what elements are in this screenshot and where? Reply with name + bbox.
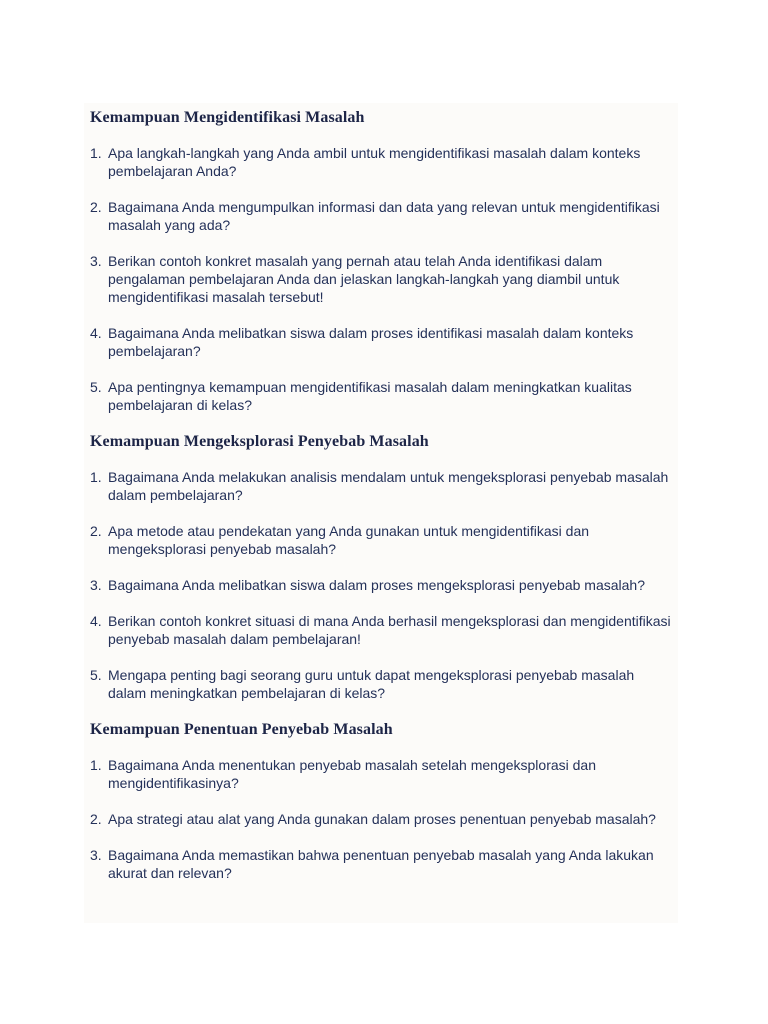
section-explore-causes <box>90 432 680 702</box>
question-list <box>90 468 680 702</box>
item-number: 1. <box>90 469 102 485</box>
item-text: Bagaimana Anda mengumpulkan informasi dan data yang relevan untuk mengidentifikasi masalah yang ada? <box>108 199 660 233</box>
item-number: 3. <box>90 577 102 593</box>
document-content <box>90 108 680 900</box>
list-item <box>90 252 680 306</box>
item-text: Bagaimana Anda melibatkan siswa dalam proses identifikasi masalah dalam konteks pembelajaran? <box>108 325 634 359</box>
item-text: Bagaimana Anda memastikan bahwa penentuan penyebab masalah yang Anda lakukan akurat dan relevan? <box>108 847 654 881</box>
item-text: Mengapa penting bagi seorang guru untuk dapat mengeksplorasi penyebab masalah dalam meningkatkan pembelajaran di kelas? <box>108 667 635 701</box>
section-title: Kemampuan Mengeksplorasi Penyebab Masalah <box>90 433 429 450</box>
section-determine-causes <box>90 720 680 882</box>
list-item <box>90 612 680 648</box>
item-text: Bagaimana Anda melakukan analisis mendalam untuk mengeksplorasi penyebab masalah dalam pembelajaran? <box>108 469 669 503</box>
list-item <box>90 666 680 702</box>
item-text: Apa pentingnya kemampuan mengidentifikasi masalah dalam meningkatkan kualitas pembelajaran di kelas? <box>108 379 632 413</box>
list-item <box>90 468 680 504</box>
item-number: 4. <box>90 325 102 341</box>
item-text: Bagaimana Anda menentukan penyebab masalah setelah mengeksplorasi dan mengidentifikasinya? <box>108 757 597 791</box>
list-item <box>90 576 680 594</box>
item-text: Bagaimana Anda melibatkan siswa dalam proses mengeksplorasi penyebab masalah? <box>108 577 645 593</box>
section-title: Kemampuan Mengidentifikasi Masalah <box>90 109 365 126</box>
section-identify-problem <box>90 108 680 414</box>
item-number: 2. <box>90 523 102 539</box>
list-item <box>90 198 680 234</box>
item-number: 5. <box>90 667 102 683</box>
list-item <box>90 810 680 828</box>
item-number: 3. <box>90 847 102 863</box>
item-number: 2. <box>90 199 102 215</box>
item-number: 2. <box>90 811 102 827</box>
item-text: Apa strategi atau alat yang Anda gunakan dalam proses penentuan penyebab masalah? <box>108 811 656 827</box>
list-item <box>90 378 680 414</box>
item-text: Apa metode atau pendekatan yang Anda gunakan untuk mengidentifikasi dan mengeksplorasi penyebab masalah? <box>108 523 590 557</box>
item-text: Berikan contoh konkret situasi di mana Anda berhasil mengeksplorasi dan mengidentifikasi penyebab masalah dalam pembelajaran! <box>108 613 671 647</box>
item-number: 5. <box>90 379 102 395</box>
question-list <box>90 756 680 882</box>
item-number: 3. <box>90 253 102 269</box>
section-title: Kemampuan Penentuan Penyebab Masalah <box>90 721 393 738</box>
item-number: 1. <box>90 145 102 161</box>
list-item <box>90 756 680 792</box>
item-text: Apa langkah-langkah yang Anda ambil untuk mengidentifikasi masalah dalam konteks pembelajaran Anda? <box>108 145 641 179</box>
item-text: Berikan contoh konkret masalah yang pernah atau telah Anda identifikasi dalam pengalaman pembelajaran Anda dan jelaskan langkah-langkah yang diambil untuk mengidentifikasi masalah tersebut! <box>108 253 620 305</box>
item-number: 1. <box>90 757 102 773</box>
question-list <box>90 144 680 414</box>
item-number: 4. <box>90 613 102 629</box>
list-item <box>90 324 680 360</box>
list-item <box>90 522 680 558</box>
list-item <box>90 144 680 180</box>
list-item <box>90 846 680 882</box>
